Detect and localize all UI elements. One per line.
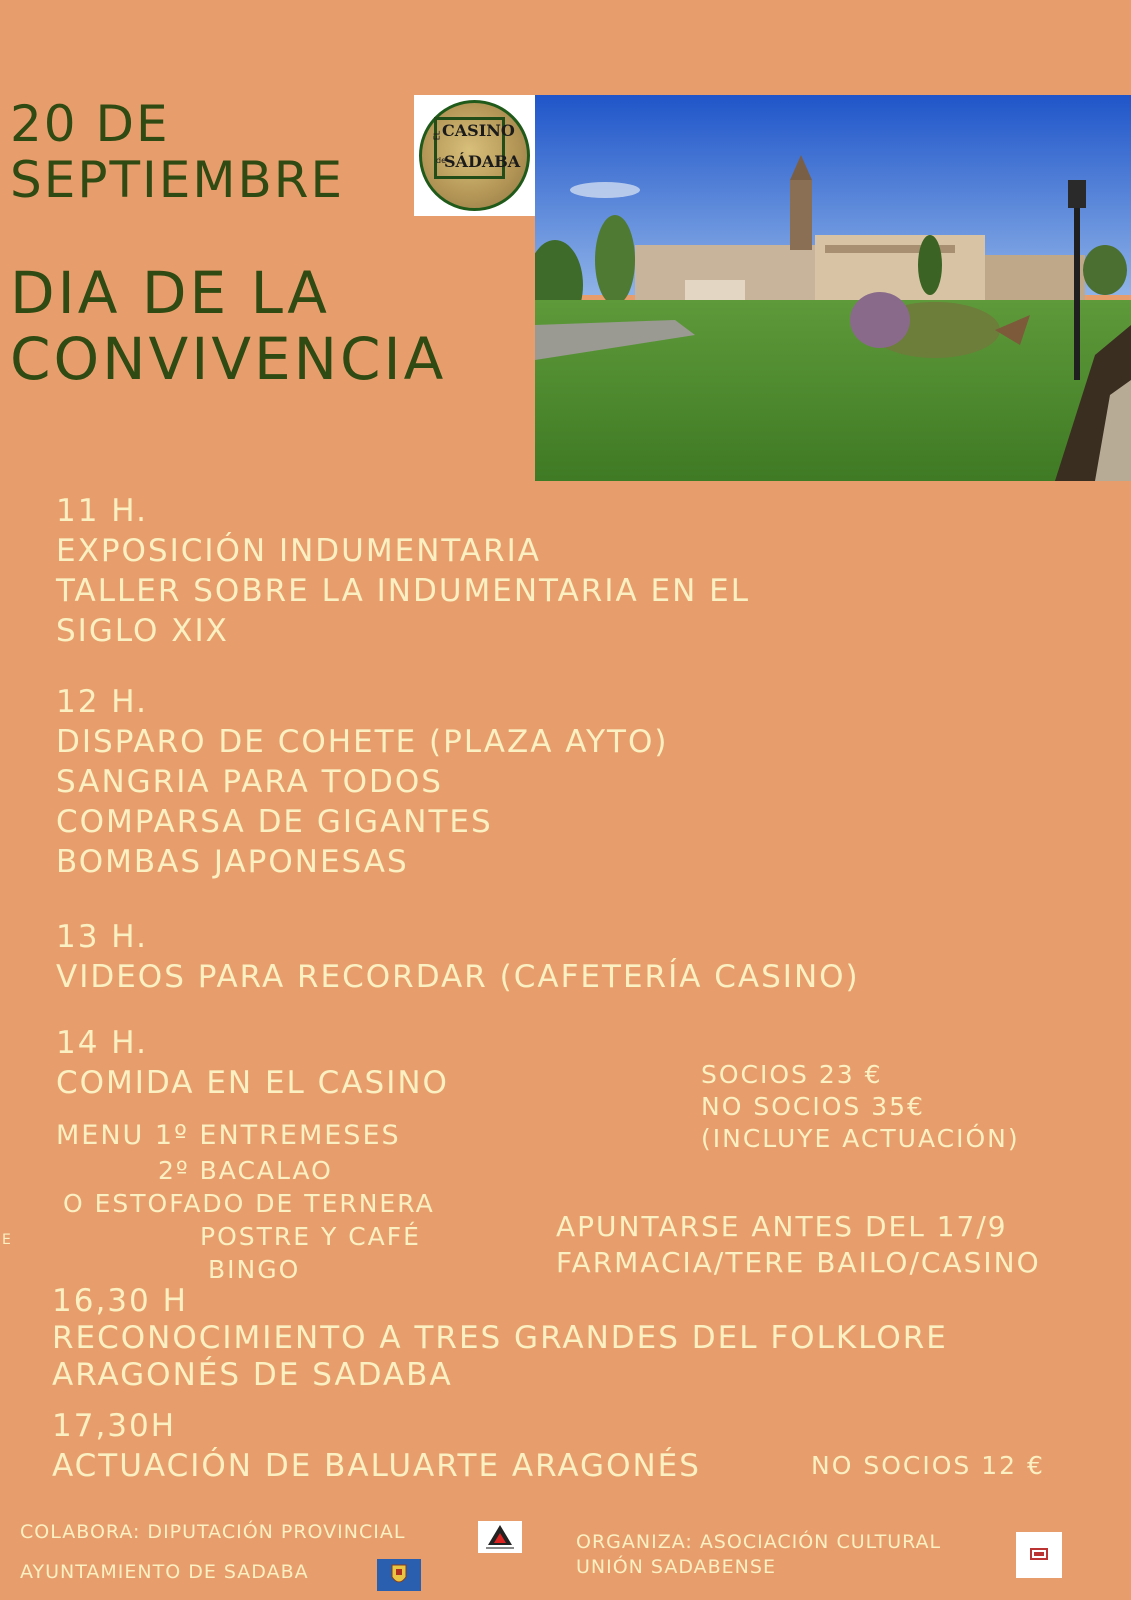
event-date bbox=[10, 96, 344, 208]
casino-sadaba-logo bbox=[414, 95, 535, 216]
schedule-item: EXPOSICIÓN INDUMENTARIA bbox=[56, 533, 542, 569]
organiza-line: ORGANIZA: ASOCIACIÓN CULTURAL bbox=[576, 1531, 942, 1553]
schedule-1730h bbox=[52, 1406, 701, 1486]
schedule-13h bbox=[56, 917, 860, 997]
ayuntamiento-text: AYUNTAMIENTO DE SADABA bbox=[20, 1561, 309, 1583]
asociacion-logo-icon bbox=[1016, 1532, 1062, 1578]
village-park-photo bbox=[535, 95, 1131, 481]
organiza-text bbox=[576, 1530, 941, 1580]
signup-line: APUNTARSE ANTES DEL 17/9 bbox=[556, 1210, 1008, 1243]
performance-price: NO SOCIOS 12 € bbox=[811, 1451, 1045, 1480]
signup-line: FARMACIA/TERE BAILO/CASINO bbox=[556, 1246, 1041, 1279]
date-line-2: SEPTIEMBRE bbox=[10, 151, 345, 209]
menu-line: MENU 1º ENTREMESES bbox=[56, 1120, 401, 1151]
colabora-text: COLABORA: DIPUTACIÓN PROVINCIAL bbox=[20, 1521, 406, 1543]
schedule-item: COMIDA EN EL CASINO bbox=[56, 1065, 449, 1101]
schedule-time: 16,30 H bbox=[52, 1283, 188, 1319]
menu-line: POSTRE Y CAFÉ bbox=[200, 1222, 421, 1251]
schedule-item: COMPARSA DE GIGANTES bbox=[56, 804, 493, 840]
price-line: (INCLUYE ACTUACIÓN) bbox=[701, 1124, 1020, 1153]
schedule-time: 13 H. bbox=[56, 919, 148, 955]
schedule-time: 17,30H bbox=[52, 1408, 177, 1444]
schedule-item: RECONOCIMIENTO A TRES GRANDES DEL FOLKLORE bbox=[52, 1320, 948, 1356]
schedule-item: ARAGONÉS DE SADABA bbox=[52, 1357, 453, 1393]
logo-small-mid: de bbox=[436, 156, 446, 165]
sadaba-coat-of-arms-icon bbox=[377, 1559, 421, 1591]
schedule-item: SANGRIA PARA TODOS bbox=[56, 764, 443, 800]
menu-line: O ESTOFADO DE TERNERA bbox=[63, 1189, 435, 1218]
price-line: NO SOCIOS 35€ bbox=[701, 1092, 925, 1121]
title-line-2: CONVIVENCIA bbox=[10, 325, 447, 393]
signup-info bbox=[556, 1209, 1041, 1281]
schedule-item: TALLER SOBRE LA INDUMENTARIA EN EL bbox=[56, 573, 751, 609]
schedule-1630h bbox=[52, 1283, 948, 1394]
diputacion-logo-icon bbox=[478, 1521, 522, 1553]
schedule-12h bbox=[56, 682, 668, 882]
date-line-1: 20 DE bbox=[10, 95, 170, 153]
schedule-item: SIGLO XIX bbox=[56, 613, 229, 649]
menu-line: 2º BACALAO bbox=[158, 1156, 333, 1185]
title-line-1: DIA DE LA bbox=[10, 259, 330, 327]
logo-line-1: CASINO bbox=[442, 121, 515, 140]
schedule-time: 14 H. bbox=[56, 1025, 148, 1061]
schedule-14h bbox=[56, 1023, 449, 1103]
event-title bbox=[10, 260, 446, 392]
logo-small-top: EL bbox=[432, 130, 442, 141]
schedule-item: DISPARO DE COHETE (PLAZA AYTO) bbox=[56, 724, 669, 760]
schedule-item: ACTUACIÓN DE BALUARTE ARAGONÉS bbox=[52, 1448, 701, 1484]
schedule-time: 11 H. bbox=[56, 493, 148, 529]
schedule-item: BOMBAS JAPONESAS bbox=[56, 844, 409, 880]
schedule-11h bbox=[56, 491, 750, 651]
organiza-line: UNIÓN SADABENSE bbox=[576, 1556, 776, 1578]
prices bbox=[701, 1059, 1020, 1155]
menu-line: BINGO bbox=[208, 1255, 301, 1284]
stray-letter: E bbox=[2, 1232, 11, 1248]
schedule-time: 12 H. bbox=[56, 684, 148, 720]
price-line: SOCIOS 23 € bbox=[701, 1060, 883, 1089]
logo-line-2: SÁDABA bbox=[444, 152, 521, 171]
schedule-item: VIDEOS PARA RECORDAR (CAFETERÍA CASINO) bbox=[56, 959, 860, 995]
